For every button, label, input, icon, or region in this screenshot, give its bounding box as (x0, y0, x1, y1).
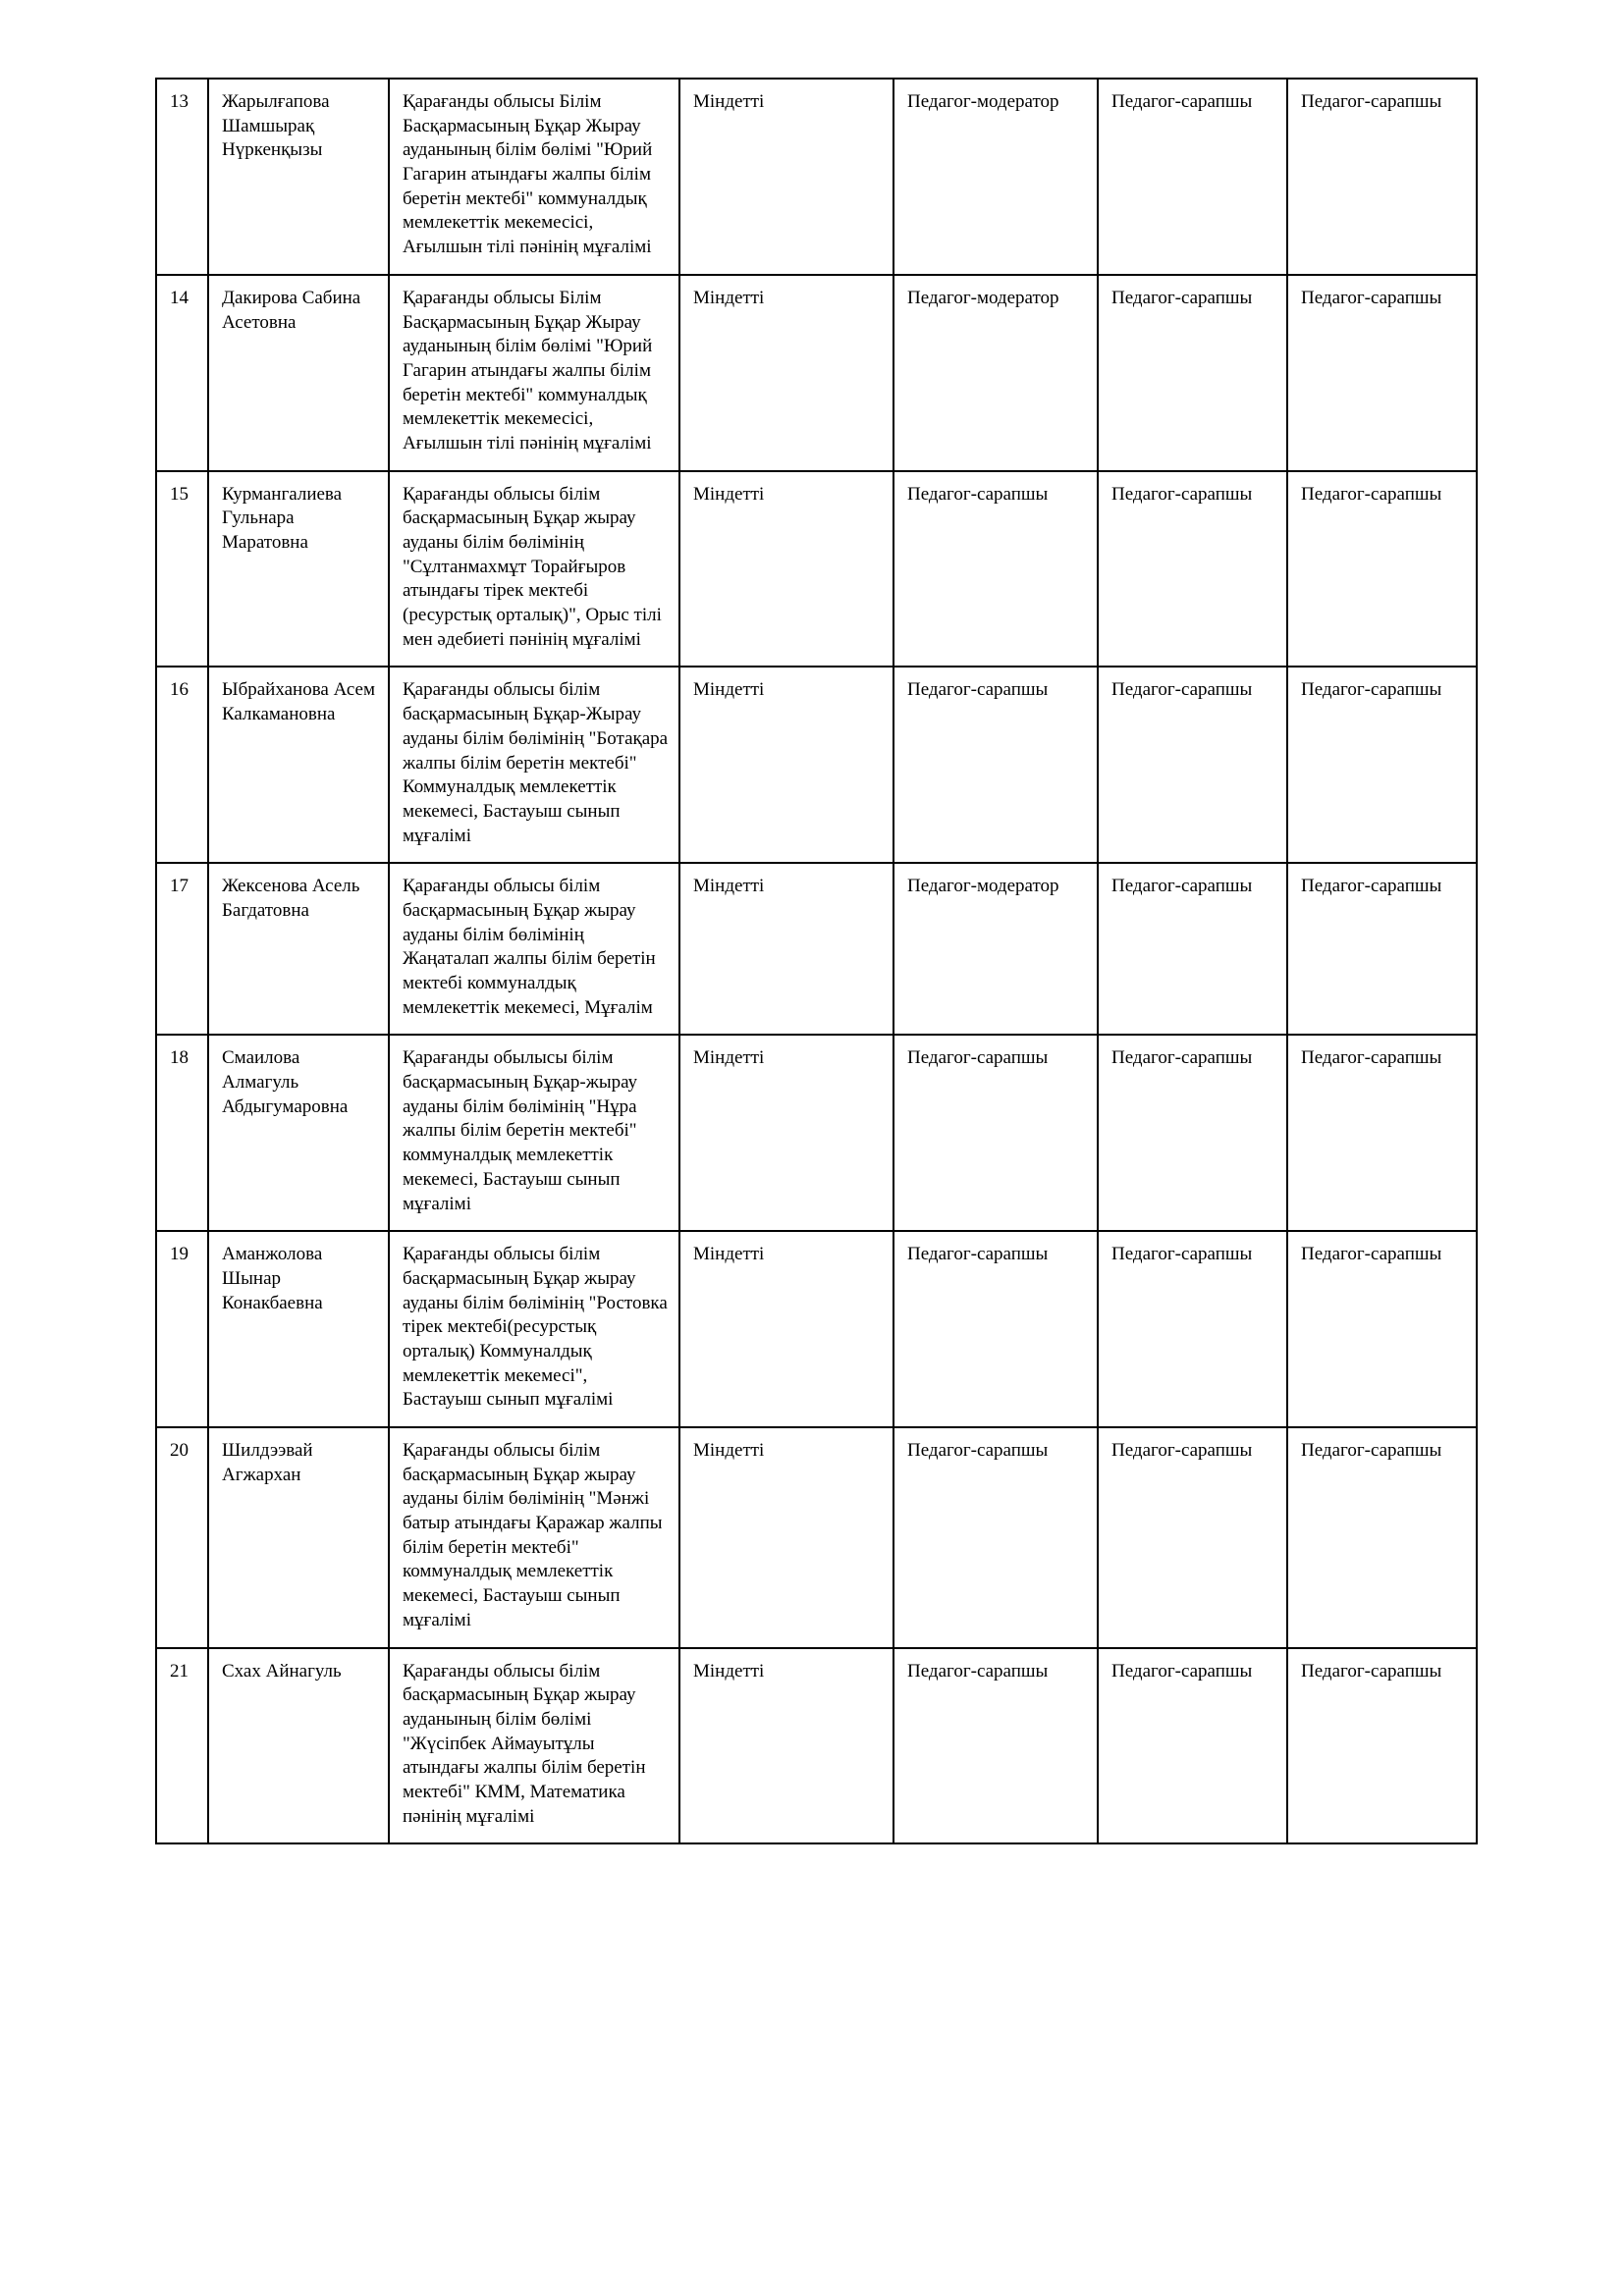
cell-category-1: Педагог-сарапшы (893, 471, 1098, 667)
experts-table-body (156, 79, 1477, 1843)
cell-category-3: Педагог-сарапшы (1287, 471, 1477, 667)
cell-expert-name: Курмангалиева Гульнара Маратовна (208, 471, 389, 667)
table-row (156, 1231, 1477, 1427)
cell-category-1: Педагог-модератор (893, 275, 1098, 471)
cell-category-3: Педагог-сарапшы (1287, 1427, 1477, 1648)
cell-category-3: Педагог-сарапшы (1287, 667, 1477, 863)
cell-expert-name: Ыбрайханова Асем Калкамановна (208, 667, 389, 863)
cell-category-2: Педагог-сарапшы (1098, 1427, 1287, 1648)
cell-category-3: Педагог-сарапшы (1287, 79, 1477, 275)
cell-expert-name: Жексенова Асель Багдатовна (208, 863, 389, 1035)
cell-category-3: Педагог-сарапшы (1287, 275, 1477, 471)
cell-expert-name: Схах Айнагуль (208, 1648, 389, 1844)
cell-participation: Міндетті (679, 1427, 893, 1648)
table-row (156, 471, 1477, 667)
cell-workplace: Қарағанды облысы Білім Басқармасының Бұқар Жырау ауданының білім бөлімі "Юрий Гагарин атындағы жалпы білім беретін мектебі" коммуналдық мемлекеттік мекемесісі, Ағылшын тілі пәнінің мұғалімі (389, 275, 679, 471)
cell-participation: Міндетті (679, 1648, 893, 1844)
cell-row-number: 19 (156, 1231, 208, 1427)
table-row (156, 275, 1477, 471)
table-row (156, 1427, 1477, 1648)
cell-participation: Міндетті (679, 79, 893, 275)
table-row (156, 79, 1477, 275)
cell-participation: Міндетті (679, 471, 893, 667)
cell-category-2: Педагог-сарапшы (1098, 1648, 1287, 1844)
table-row (156, 667, 1477, 863)
cell-expert-name: Аманжолова Шынар Конакбаевна (208, 1231, 389, 1427)
cell-row-number: 21 (156, 1648, 208, 1844)
cell-row-number: 16 (156, 667, 208, 863)
cell-category-2: Педагог-сарапшы (1098, 79, 1287, 275)
cell-workplace: Қарағанды облысы білім басқармасының Бұқар жырау ауданының білім бөлімі "Жүсіпбек Аймауытұлы атындағы жалпы білім беретін мектебі" КММ, Математика пәнінің мұғалімі (389, 1648, 679, 1844)
cell-category-2: Педагог-сарапшы (1098, 1231, 1287, 1427)
cell-participation: Міндетті (679, 667, 893, 863)
cell-row-number: 18 (156, 1035, 208, 1231)
cell-category-2: Педагог-сарапшы (1098, 1035, 1287, 1231)
table-row (156, 863, 1477, 1035)
cell-workplace: Қарағанды облысы білім басқармасының Бұқар жырау ауданы білім бөлімінің "Ростовка тірек мектебі(ресурстық орталық) Коммуналдық мемлекеттік мекемесі", Бастауыш сынып мұғалімі (389, 1231, 679, 1427)
cell-category-2: Педагог-сарапшы (1098, 275, 1287, 471)
cell-expert-name: Дакирова Сабина Асетовна (208, 275, 389, 471)
cell-expert-name: Жарылғапова Шамшырақ Нүркенқызы (208, 79, 389, 275)
experts-table (155, 78, 1478, 1844)
table-row (156, 1648, 1477, 1844)
cell-participation: Міндетті (679, 863, 893, 1035)
cell-category-1: Педагог-сарапшы (893, 667, 1098, 863)
cell-workplace: Қарағанды облысы білім басқармасының Бұқар жырау ауданы білім бөлімінің "Мәнжі батыр атындағы Қаражар жалпы білім беретін мектебі" коммуналдық мемлекеттік мекемесі, Бастауыш сынып мұғалімі (389, 1427, 679, 1648)
cell-category-1: Педагог-сарапшы (893, 1231, 1098, 1427)
cell-category-2: Педагог-сарапшы (1098, 471, 1287, 667)
cell-workplace: Қарағанды облысы білім басқармасының Бұқар-Жырау ауданы білім бөлімінің "Ботақара жалпы білім беретін мектебі" Коммуналдық мемлекеттік мекемесі, Бастауыш сынып мұғалімі (389, 667, 679, 863)
cell-category-3: Педагог-сарапшы (1287, 1231, 1477, 1427)
cell-row-number: 20 (156, 1427, 208, 1648)
cell-category-1: Педагог-сарапшы (893, 1427, 1098, 1648)
cell-workplace: Қарағанды облысы Білім Басқармасының Бұқар Жырау ауданының білім бөлімі "Юрий Гагарин атындағы жалпы білім беретін мектебі" коммуналдық мемлекеттік мекемесісі, Ағылшын тілі пәнінің мұғалімі (389, 79, 679, 275)
cell-category-1: Педагог-сарапшы (893, 1035, 1098, 1231)
cell-row-number: 14 (156, 275, 208, 471)
cell-category-3: Педагог-сарапшы (1287, 1035, 1477, 1231)
cell-participation: Міндетті (679, 275, 893, 471)
cell-category-1: Педагог-модератор (893, 79, 1098, 275)
cell-participation: Міндетті (679, 1035, 893, 1231)
cell-participation: Міндетті (679, 1231, 893, 1427)
cell-workplace: Қарағанды облысы білім басқармасының Бұқар жырау ауданы білім бөлімінің Жаңаталап жалпы білім беретін мектебі коммуналдық мемлекеттік мекемесі, Мұғалім (389, 863, 679, 1035)
cell-workplace: Қарағанды облысы білім басқармасының Бұқар жырау ауданы білім бөлімінің "Сұлтанмахмұт Торайғыров атындағы тірек мектебі (ресурстық орталық)", Орыс тілі мен әдебиеті пәнінің мұғалімі (389, 471, 679, 667)
cell-expert-name: Смаилова Алмагуль Абдыгумаровна (208, 1035, 389, 1231)
cell-category-1: Педагог-модератор (893, 863, 1098, 1035)
cell-category-2: Педагог-сарапшы (1098, 863, 1287, 1035)
table-row (156, 1035, 1477, 1231)
cell-row-number: 15 (156, 471, 208, 667)
cell-category-3: Педагог-сарапшы (1287, 863, 1477, 1035)
cell-category-1: Педагог-сарапшы (893, 1648, 1098, 1844)
cell-expert-name: Шилдээвай Агжархан (208, 1427, 389, 1648)
cell-category-3: Педагог-сарапшы (1287, 1648, 1477, 1844)
cell-category-2: Педагог-сарапшы (1098, 667, 1287, 863)
cell-row-number: 17 (156, 863, 208, 1035)
cell-row-number: 13 (156, 79, 208, 275)
cell-workplace: Қарағанды обылысы білім басқармасының Бұқар-жырау ауданы білім бөлімінің "Нұра жалпы білім беретін мектебі" коммуналдық мемлекеттік мекемесі, Бастауыш сынып мұғалімі (389, 1035, 679, 1231)
